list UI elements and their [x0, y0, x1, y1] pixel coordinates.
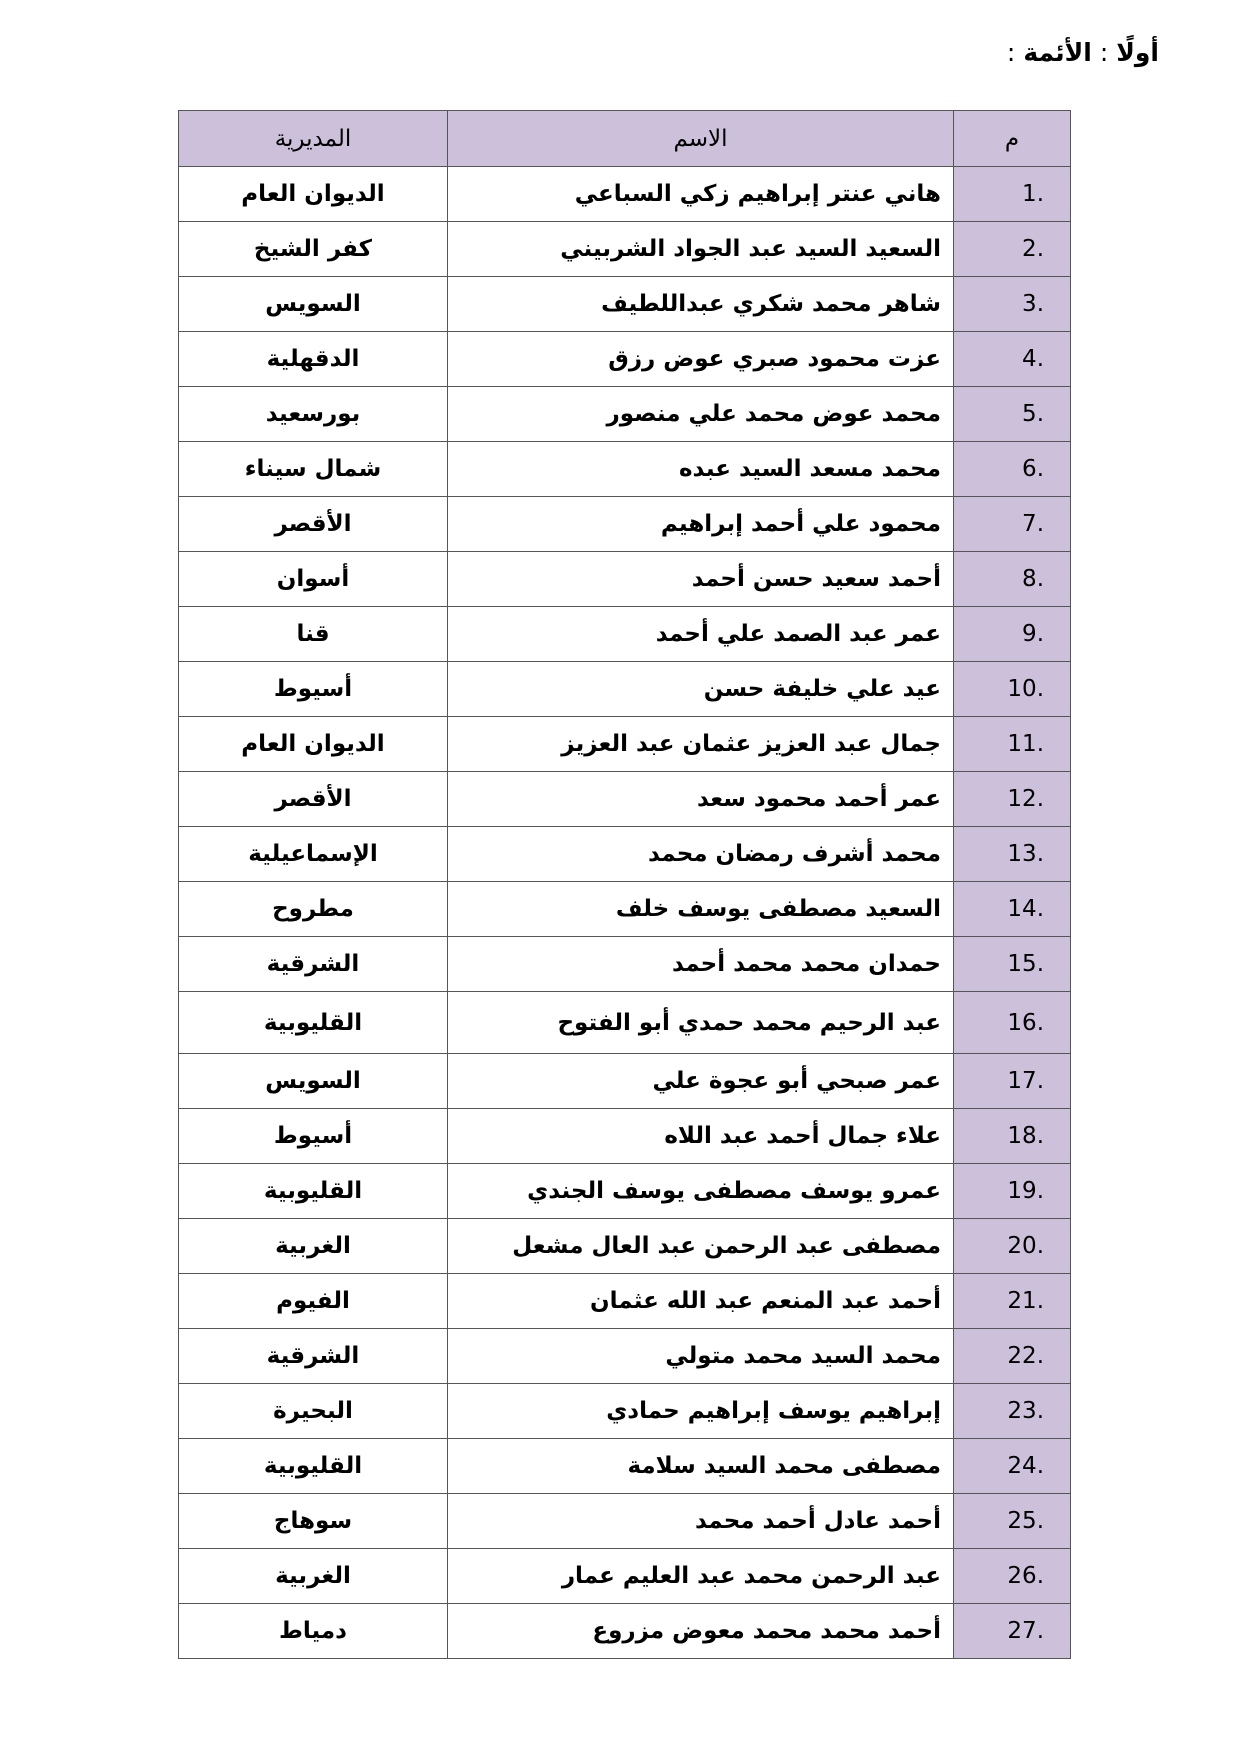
row-directorate: الشرقية — [179, 1329, 448, 1384]
row-number: .5 — [954, 387, 1071, 442]
row-directorate: أسيوط — [179, 1109, 448, 1164]
table-row — [179, 717, 1071, 772]
row-directorate: القليوبية — [179, 992, 448, 1054]
row-directorate: بورسعيد — [179, 387, 448, 442]
row-name: شاهر محمد شكري عبداللطيف — [448, 277, 954, 332]
row-number: .24 — [954, 1439, 1071, 1494]
row-name: عبد الرحيم محمد حمدي أبو الفتوح — [448, 992, 954, 1054]
table-row — [179, 827, 1071, 882]
row-name: عمر عبد الصمد علي أحمد — [448, 607, 954, 662]
row-name: أحمد محمد محمد معوض مزروع — [448, 1604, 954, 1659]
row-directorate: الشرقية — [179, 937, 448, 992]
row-directorate: سوهاج — [179, 1494, 448, 1549]
row-number: .16 — [954, 992, 1071, 1054]
row-directorate: الأقصر — [179, 772, 448, 827]
row-directorate: السويس — [179, 277, 448, 332]
row-name: السعيد مصطفى يوسف خلف — [448, 882, 954, 937]
heading-trailing-colon: : — [1006, 38, 1016, 67]
imams-table — [178, 110, 1071, 1659]
table-row — [179, 882, 1071, 937]
heading-ordinal: أولًا — [1116, 38, 1159, 67]
row-name: محمد عوض محمد علي منصور — [448, 387, 954, 442]
row-directorate: الدقهلية — [179, 332, 448, 387]
row-number: .6 — [954, 442, 1071, 497]
row-number: .15 — [954, 937, 1071, 992]
row-name: مصطفى محمد السيد سلامة — [448, 1439, 954, 1494]
row-number: .4 — [954, 332, 1071, 387]
table-row — [179, 277, 1071, 332]
row-name: محمد السيد محمد متولي — [448, 1329, 954, 1384]
row-name: عيد علي خليفة حسن — [448, 662, 954, 717]
row-name: مصطفى عبد الرحمن عبد العال مشعل — [448, 1219, 954, 1274]
row-name: حمدان محمد محمد أحمد — [448, 937, 954, 992]
row-name: السعيد السيد عبد الجواد الشربيني — [448, 222, 954, 277]
section-heading — [999, 38, 1159, 67]
row-directorate: قنا — [179, 607, 448, 662]
row-name: عبد الرحمن محمد عبد العليم عمار — [448, 1549, 954, 1604]
row-directorate: أسوان — [179, 552, 448, 607]
row-directorate: مطروح — [179, 882, 448, 937]
table-row — [179, 1164, 1071, 1219]
table-row — [179, 552, 1071, 607]
row-name: جمال عبد العزيز عثمان عبد العزيز — [448, 717, 954, 772]
row-directorate: القليوبية — [179, 1164, 448, 1219]
heading-separator: : — [1099, 38, 1109, 67]
table-row — [179, 662, 1071, 717]
row-number: .7 — [954, 497, 1071, 552]
table-row — [179, 497, 1071, 552]
table-row — [179, 1219, 1071, 1274]
table-row — [179, 332, 1071, 387]
row-number: .20 — [954, 1219, 1071, 1274]
table-row — [179, 992, 1071, 1054]
table-row — [179, 1604, 1071, 1659]
row-number: .26 — [954, 1549, 1071, 1604]
row-number: .8 — [954, 552, 1071, 607]
row-name: عمرو يوسف مصطفى يوسف الجندي — [448, 1164, 954, 1219]
row-name: محمد مسعد السيد عبده — [448, 442, 954, 497]
table-row — [179, 772, 1071, 827]
row-name: هاني عنتر إبراهيم زكي السباعي — [448, 167, 954, 222]
row-number: .27 — [954, 1604, 1071, 1659]
row-directorate: شمال سيناء — [179, 442, 448, 497]
row-number: .9 — [954, 607, 1071, 662]
row-number: .12 — [954, 772, 1071, 827]
row-directorate: الغربية — [179, 1219, 448, 1274]
row-number: .19 — [954, 1164, 1071, 1219]
table-row — [179, 167, 1071, 222]
column-header-directorate: المديرية — [179, 111, 448, 167]
row-name: أحمد عادل أحمد محمد — [448, 1494, 954, 1549]
row-directorate: الفيوم — [179, 1274, 448, 1329]
table-row — [179, 1054, 1071, 1109]
row-number: .21 — [954, 1274, 1071, 1329]
column-header-name: الاسم — [448, 111, 954, 167]
row-number: .11 — [954, 717, 1071, 772]
table-row — [179, 222, 1071, 277]
table-body — [179, 167, 1071, 1659]
row-name: محمد أشرف رمضان محمد — [448, 827, 954, 882]
table-row — [179, 1549, 1071, 1604]
row-directorate: أسيوط — [179, 662, 448, 717]
row-number: .14 — [954, 882, 1071, 937]
row-directorate: الإسماعيلية — [179, 827, 448, 882]
row-directorate: القليوبية — [179, 1439, 448, 1494]
row-number: .2 — [954, 222, 1071, 277]
row-directorate: السويس — [179, 1054, 448, 1109]
row-directorate: كفر الشيخ — [179, 222, 448, 277]
row-number: .1 — [954, 167, 1071, 222]
table-row — [179, 442, 1071, 497]
row-name: محمود علي أحمد إبراهيم — [448, 497, 954, 552]
row-name: عزت محمود صبري عوض رزق — [448, 332, 954, 387]
table-row — [179, 1439, 1071, 1494]
table-row — [179, 1109, 1071, 1164]
table-row — [179, 937, 1071, 992]
table-row — [179, 1494, 1071, 1549]
column-header-number: م — [954, 111, 1071, 167]
table-row — [179, 387, 1071, 442]
row-directorate: البحيرة — [179, 1384, 448, 1439]
row-number: .25 — [954, 1494, 1071, 1549]
table-row — [179, 607, 1071, 662]
row-number: .22 — [954, 1329, 1071, 1384]
row-directorate: الديوان العام — [179, 167, 448, 222]
row-name: أحمد سعيد حسن أحمد — [448, 552, 954, 607]
table-row — [179, 1329, 1071, 1384]
row-number: .10 — [954, 662, 1071, 717]
row-number: .13 — [954, 827, 1071, 882]
row-name: عمر أحمد محمود سعد — [448, 772, 954, 827]
row-number: .17 — [954, 1054, 1071, 1109]
row-name: عمر صبحي أبو عجوة علي — [448, 1054, 954, 1109]
table-header-row — [179, 111, 1071, 167]
row-name: علاء جمال أحمد عبد اللاه — [448, 1109, 954, 1164]
row-number: .3 — [954, 277, 1071, 332]
row-directorate: الديوان العام — [179, 717, 448, 772]
row-directorate: الغربية — [179, 1549, 448, 1604]
row-directorate: الأقصر — [179, 497, 448, 552]
table-row — [179, 1274, 1071, 1329]
row-number: .18 — [954, 1109, 1071, 1164]
heading-title: الأئمة — [1023, 38, 1092, 67]
row-name: إبراهيم يوسف إبراهيم حمادي — [448, 1384, 954, 1439]
row-name: أحمد عبد المنعم عبد الله عثمان — [448, 1274, 954, 1329]
row-directorate: دمياط — [179, 1604, 448, 1659]
row-number: .23 — [954, 1384, 1071, 1439]
table-row — [179, 1384, 1071, 1439]
